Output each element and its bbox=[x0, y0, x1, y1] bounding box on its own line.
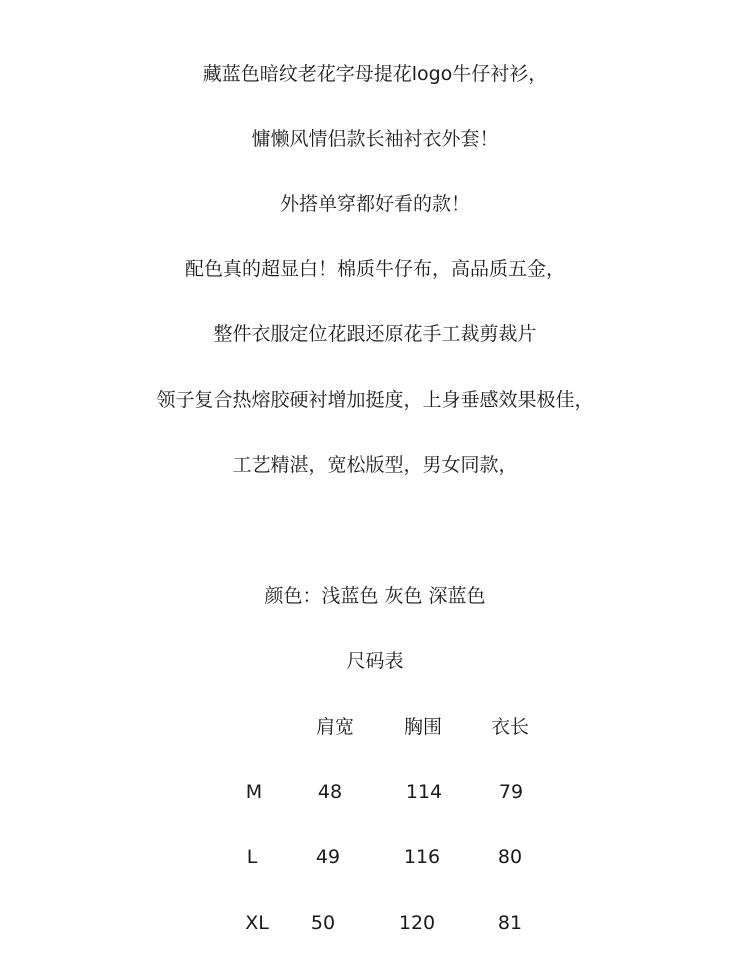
chest-value: 114 bbox=[405, 781, 443, 803]
chest-value: 116 bbox=[403, 846, 441, 868]
header-length: 衣长 bbox=[490, 716, 530, 738]
shoulder-value: 48 bbox=[317, 781, 343, 803]
description-line-7: 工艺精湛，宽松版型，男女同款， bbox=[232, 454, 518, 476]
description-line-6: 领子复合热熔胶硬衬增加挺度，上身垂感效果极佳， bbox=[156, 389, 594, 411]
shoulder-value: 50 bbox=[310, 912, 336, 934]
size-label: M bbox=[245, 781, 263, 803]
length-value: 79 bbox=[498, 781, 524, 803]
header-chest: 胸围 bbox=[403, 716, 443, 738]
size-chart-title: 尺码表 bbox=[346, 650, 404, 672]
description-line-4: 配色真的超显白！棉质牛仔布，高品质五金， bbox=[184, 258, 565, 280]
description-line-3: 外搭单穿都好看的款！ bbox=[279, 193, 470, 215]
size-label: L bbox=[246, 846, 258, 868]
color-options: 颜色：浅蓝色 灰色 深蓝色 bbox=[264, 585, 486, 607]
chest-value: 120 bbox=[398, 912, 436, 934]
length-value: 81 bbox=[497, 912, 523, 934]
size-label: XL bbox=[245, 912, 269, 934]
length-value: 80 bbox=[497, 846, 523, 868]
description-line-2: 慵懒风情侣款长袖衬衣外套！ bbox=[251, 128, 499, 150]
description-line-1: 藏蓝色暗纹老花字母提花logo牛仔衬衫， bbox=[202, 63, 548, 85]
header-shoulder: 肩宽 bbox=[315, 716, 355, 738]
shoulder-value: 49 bbox=[315, 846, 341, 868]
description-line-5: 整件衣服定位花跟还原花手工裁剪裁片 bbox=[213, 323, 537, 345]
